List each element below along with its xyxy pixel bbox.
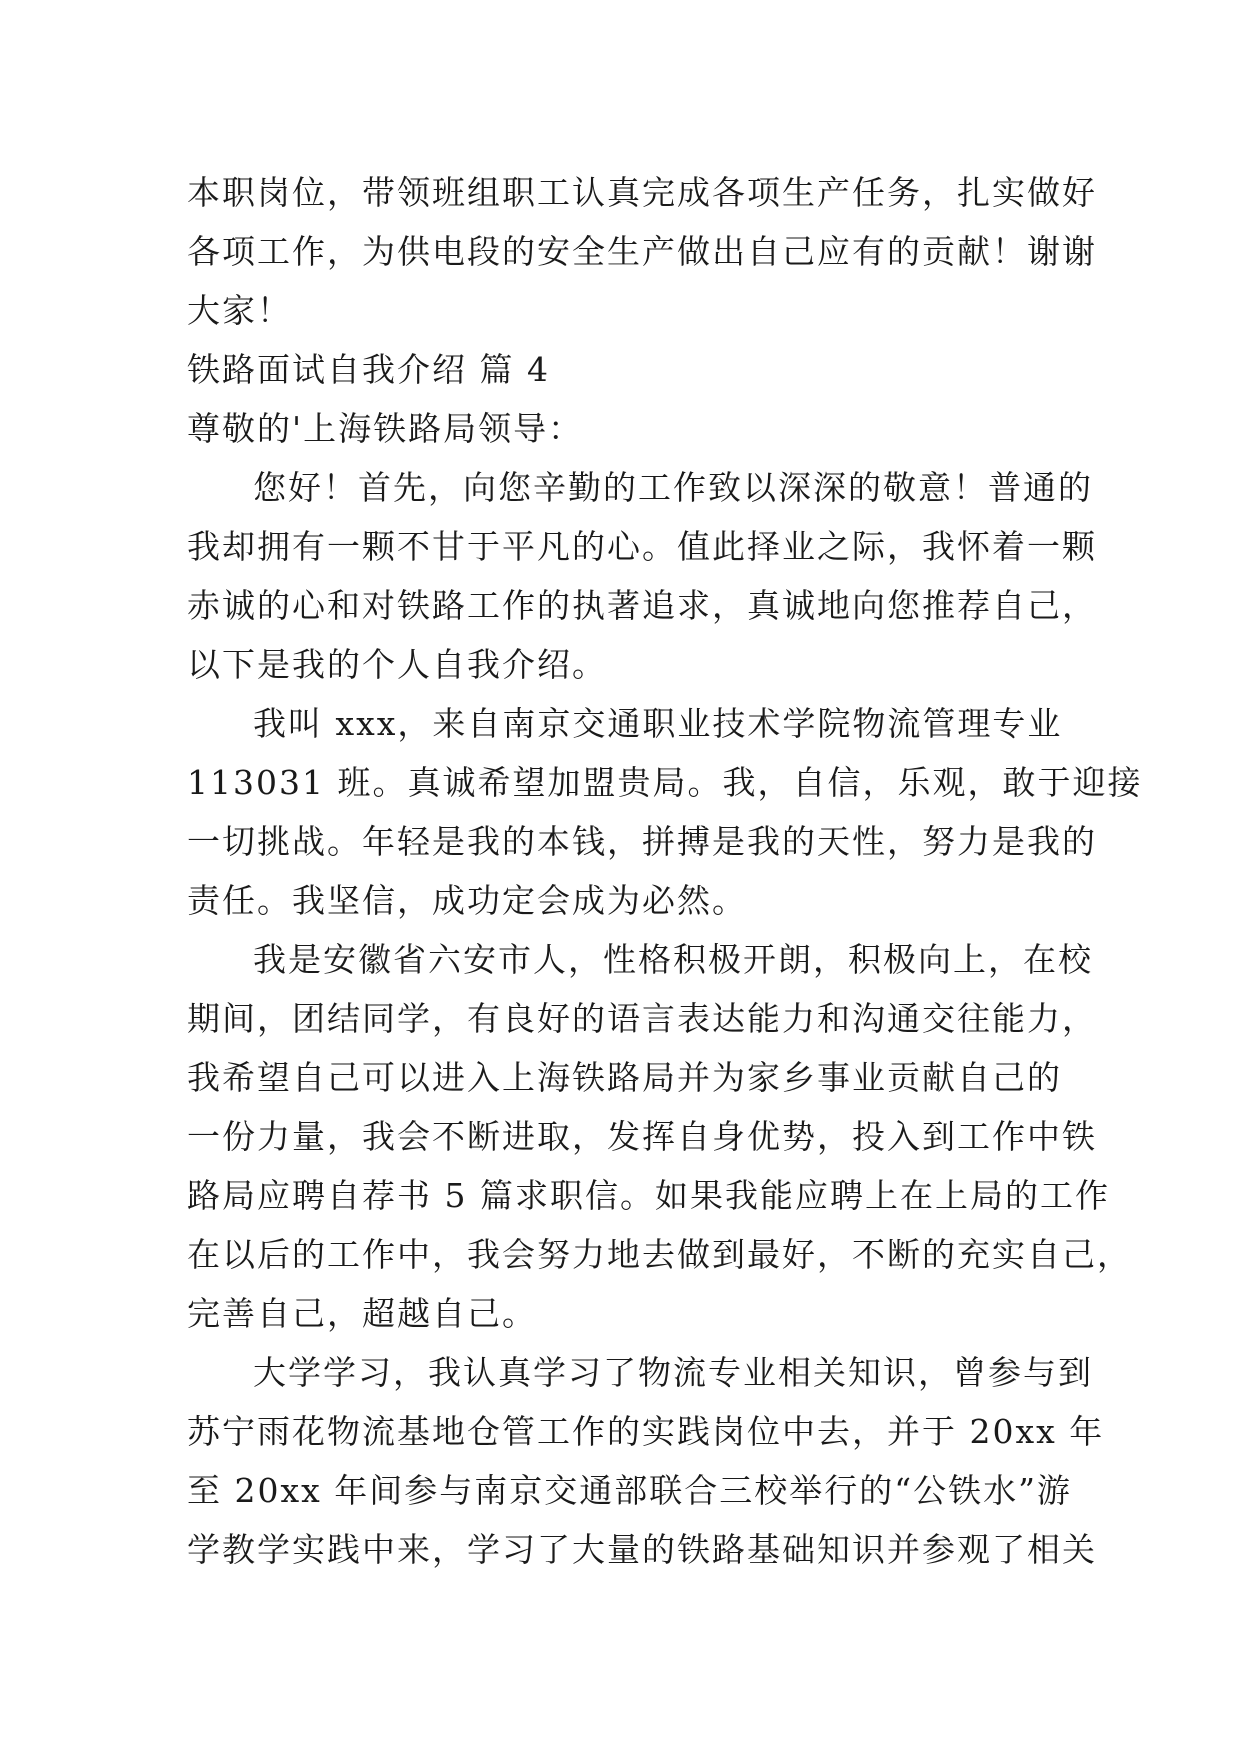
text-line: 113031 班。真诚希望加盟贵局。我，自信，乐观，敢于迎接 — [187, 763, 1143, 802]
text-line: 在以后的工作中，我会努力地去做到最好，不断的充实自己， — [187, 1235, 1132, 1274]
text-line: 大家！ — [187, 291, 292, 330]
paragraph-introduction — [187, 694, 1143, 930]
text-line: 路局应聘自荐书 5 篇求职信。如果我能应聘上在上局的工作 — [187, 1176, 1110, 1215]
text-line: 我是安徽省六安市人，性格积极开朗，积极向上，在校 — [253, 940, 1093, 979]
text-line: 我却拥有一颗不甘于平凡的心。值此择业之际，我怀着一颗 — [187, 527, 1097, 566]
text-line: 完善自己，超越自己。 — [187, 1294, 537, 1333]
text-line: 您好！首先，向您辛勤的工作致以深深的敬意！普通的 — [253, 468, 1093, 507]
text-line: 一份力量，我会不断进取，发挥自身优势，投入到工作中铁 — [187, 1117, 1097, 1156]
text-line: 本职岗位，带领班组职工认真完成各项生产任务，扎实做好 — [187, 173, 1097, 212]
paragraph-background — [187, 930, 1132, 1343]
text-line: 期间，团结同学，有良好的语言表达能力和沟通交往能力， — [187, 999, 1097, 1038]
text-line: 责任。我坚信，成功定会成为必然。 — [187, 881, 747, 920]
paragraph-greeting — [187, 458, 1097, 694]
paragraph-continued — [187, 163, 1097, 340]
text-line: 一切挑战。年轻是我的本钱，拼搏是我的天性，努力是我的 — [187, 822, 1097, 861]
text-line: 苏宁雨花物流基地仓管工作的实践岗位中去，并于 20xx 年 — [187, 1412, 1105, 1451]
text-line: 赤诚的心和对铁路工作的执著追求，真诚地向您推荐自己， — [187, 586, 1097, 625]
text-line: 我希望自己可以进入上海铁路局并为家乡事业贡献自己的 — [187, 1058, 1062, 1097]
text-line: 大学学习，我认真学习了物流专业相关知识，曾参与到 — [253, 1353, 1093, 1392]
text-line: 以下是我的个人自我介绍。 — [187, 645, 607, 684]
text-line: 至 20xx 年间参与南京交通部联合三校举行的“公铁水”游 — [187, 1471, 1072, 1510]
text-line: 学教学实践中来，学习了大量的铁路基础知识并参观了相关 — [187, 1530, 1097, 1569]
document-body — [187, 163, 1143, 1579]
text-line: 我叫 xxx，来自南京交通职业技术学院物流管理专业 — [253, 704, 1063, 743]
paragraph-education — [187, 1343, 1105, 1579]
salutation: 尊敬的'上海铁路局领导： — [187, 409, 584, 448]
section-heading: 铁路面试自我介绍 篇 4 — [187, 350, 550, 389]
text-line: 各项工作，为供电段的安全生产做出自己应有的贡献！谢谢 — [187, 232, 1097, 271]
